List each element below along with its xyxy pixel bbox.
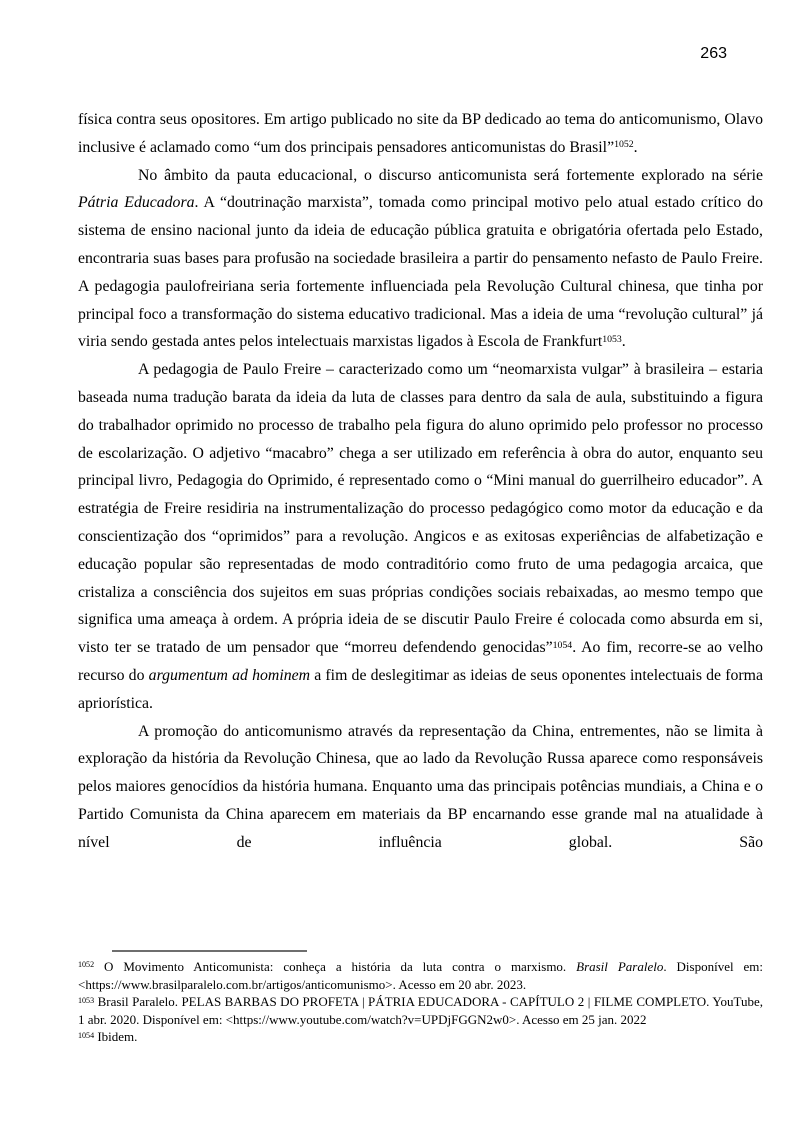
text-segment: . — [633, 138, 638, 156]
body-text — [78, 106, 763, 857]
paragraph — [78, 356, 763, 717]
footnote-marker: 1052 — [78, 960, 95, 970]
paragraph — [78, 718, 763, 857]
footnote — [78, 1028, 763, 1046]
text-segment: Brasil Paralelo — [576, 959, 664, 974]
footnote-reference: 1054 — [552, 639, 573, 651]
footnote-marker: 1053 — [78, 995, 95, 1005]
text-segment: argumentum ad hominem — [148, 666, 311, 684]
footnote — [78, 958, 763, 993]
text-segment: No âmbito da pauta educacional, o discurso anticomunista será fortemente explorado na série — [138, 166, 763, 184]
footnote-marker: 1054 — [78, 1030, 95, 1040]
text-segment: . A “doutrinação marxista”, tomada como principal motivo pelo atual estado crítico do sistema de ensino nacional junto da ideia de educação pública gratuita e obrigatória ofertada pelo Estado, encontraria suas bases para profusão na sociedade brasileira a partir do pensamento nefasto de Paulo Freire. A pedagogia paulofreiriana seria fortemente influenciada pela Revolução Cultural chinesa, que tinha por principal foco a transformação do sistema educativo tradicional. Mas a ideia de uma “revolução cultural” já viria sendo gestada antes pelos intelectuais marxistas ligados à Escola de Frankfurt — [78, 194, 763, 351]
footnote-reference: 1052 — [614, 139, 634, 151]
text-segment: . Ao fim, recorre-se ao velho recurso do — [78, 639, 763, 684]
text-segment: Ibidem. — [94, 1029, 138, 1045]
text-segment: Brasil Paralelo. PELAS BARBAS DO PROFETA | PÁTRIA EDUCADORA - CAPÍTULO 2 | FILME COMPLETO. YouTube, 1 abr. 2020. Disponível em: <https://www.youtube.com/watch?v=UPDjFGGN2w0>. Acesso em 25 jan. 2022 — [78, 994, 763, 1027]
page-number: 263 — [700, 45, 727, 62]
footnote-reference: 1053 — [602, 333, 622, 345]
text-segment: A promoção do anticomunismo através da representação da China, entrementes, não se limita à exploração da história da Revolução Chinesa, que ao lado da Revolução Russa aparece como responsáveis pelos maiores genocídios da história humana. Enquanto uma das principais potências mundiais, a China e o Partido Comunista da China aparecem em materiais da BP encarnando esse grande mal na atualidade à nível de influência global. São — [78, 722, 763, 851]
text-segment: física contra seus opositores. Em artigo publicado no site da BP dedicado ao tema do anticomunismo, Olavo inclusive é aclamado como “um dos principais pensadores anticomunistas do Brasil” — [78, 111, 763, 156]
text-segment: Pátria Educadora — [78, 194, 195, 212]
footnote — [78, 993, 763, 1028]
paragraph — [78, 162, 763, 357]
footnotes — [78, 958, 763, 1046]
text-segment: O Movimento Anticomunista: conheça a história da luta contra o marxismo. — [94, 959, 577, 974]
text-segment: a fim de deslegitimar as ideias de seus oponentes intelectuais de forma apriorística. — [78, 666, 763, 712]
text-segment: . Disponível em: <https://www.brasilparalelo.com.br/artigos/anticomunismo>. Acesso em 20 abr. 2023. — [78, 959, 764, 992]
footnote-separator — [112, 950, 307, 952]
paragraph — [78, 106, 763, 162]
text-segment: A pedagogia de Paulo Freire – caracterizado como um “neomarxista vulgar” à brasileira – estaria baseada numa tradução barata da ideia da luta de classes para dentro da sala de aula, substituindo a figura do trabalhador oprimido no processo de trabalho pela figura do aluno oprimido pelo professor no processo de escolarização. O adjetivo “macabro” chega a ser utilizado em referência à obra do autor, enquanto seu principal livro, Pedagogia do Oprimido, é representado como o “Mini manual do guerrilheiro educador”. A estratégia de Freire residiria na instrumentalização do processo pedagógico como motor da educação e da conscientização dos “oprimidos” para a revolução. Angicos e as exitosas experiências de alfabetização e educação popular são representadas de modo contraditório como fruto de uma pedagogia arcaica, que cristaliza a consciência dos sujeitos em suas próprias condições sociais rebaixadas, ao mesmo tempo que significa uma ameaça à ordem. A própria ideia de se discutir Paulo Freire é colocada como absurda em si, visto ter se tratado de um pensador que “morreu defendendo genocidas” — [78, 361, 763, 657]
text-segment: . — [621, 333, 626, 351]
